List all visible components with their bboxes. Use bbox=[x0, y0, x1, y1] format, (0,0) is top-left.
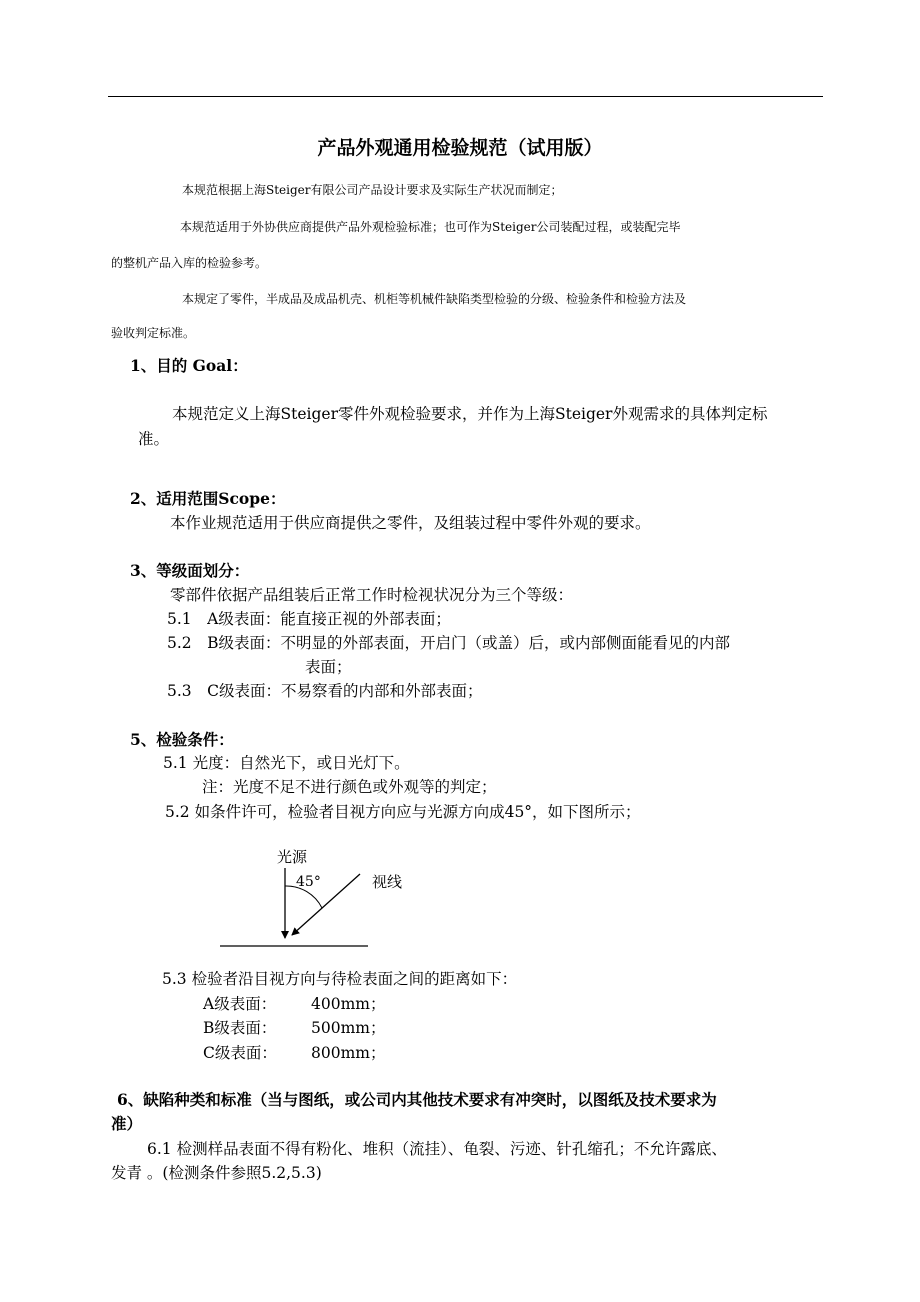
distance-intro: 5.3 检验者沿目视方向与待检表面之间的距离如下： bbox=[162, 970, 518, 988]
distance-a-value: 400mm； bbox=[311, 995, 386, 1013]
section-grades-heading: 3、等级面划分： bbox=[130, 561, 250, 580]
intro-line-3: 的整机产品入库的检验参考。 bbox=[111, 256, 268, 270]
section-goal-line-1: 本规范定义上海Steiger零件外观检验要求，并作为上海Steiger外观需求的具体判定标 bbox=[172, 405, 768, 423]
section-defects-heading-cont: 准） bbox=[111, 1114, 143, 1133]
document-title: 产品外观通用检验规范（试用版） bbox=[317, 137, 603, 159]
viewing-angle-diagram bbox=[210, 842, 403, 952]
defects-line-2: 发青 。(检测条件参照5.2,5.3) bbox=[111, 1164, 322, 1182]
section-defects-heading: 6、缺陷种类和标准（当与图纸，或公司内其他技术要求有冲突时，以图纸及技术要求为 bbox=[117, 1090, 717, 1109]
intro-line-4: 本规定了零件，半成品及成品机壳、机柜等机械件缺陷类型检验的分级、检验条件和检验方法及 bbox=[182, 292, 687, 306]
defects-line-1: 6.1 检测样品表面不得有粉化、堆积（流挂）、龟裂、污迹、针孔缩孔；不允许露底、 bbox=[147, 1140, 727, 1158]
section-scope-heading: 2、适用范围Scope： bbox=[130, 489, 286, 508]
distance-c-grade: C级表面： bbox=[203, 1044, 277, 1062]
condition-note: 注：光度不足不进行颜色或外观等的判定； bbox=[202, 778, 497, 796]
intro-line-2: 本规范适用于外协供应商提供产品外观检验标准；也可作为Steiger公司装配过程，或装配完毕 bbox=[180, 220, 681, 234]
header-rule bbox=[108, 96, 823, 97]
section-scope-line-1: 本作业规范适用于供应商提供之零件，及组装过程中零件外观的要求。 bbox=[170, 514, 651, 532]
grade-a-item: 5.1 A级表面：能直接正视的外部表面； bbox=[167, 610, 451, 628]
section-goal-line-2: 准。 bbox=[138, 430, 170, 448]
grades-intro: 零部件依据产品组装后正常工作时检视状况分为三个等级： bbox=[170, 586, 574, 604]
grade-c-item: 5.3 C级表面：不易察看的内部和外部表面； bbox=[167, 682, 483, 700]
light-source-label: 光源 bbox=[277, 848, 308, 866]
intro-line-5: 验收判定标准。 bbox=[111, 326, 196, 340]
section-goal-heading: 1、目的 Goal： bbox=[130, 356, 248, 375]
distance-c-value: 800mm； bbox=[311, 1044, 386, 1062]
distance-b-value: 500mm； bbox=[311, 1019, 386, 1037]
grade-b-item: 5.2 B级表面：不明显的外部表面，开启门（或盖）后，或内部侧面能看见的内部 bbox=[167, 634, 731, 652]
distance-b-grade: B级表面： bbox=[203, 1019, 277, 1037]
sight-line-label: 视线 bbox=[372, 873, 403, 891]
condition-angle: 5.2 如条件许可，检验者目视方向应与光源方向成45°，如下图所示； bbox=[165, 803, 641, 821]
intro-line-1: 本规范根据上海Steiger有限公司产品设计要求及实际生产状况而制定； bbox=[182, 183, 563, 197]
section-conditions-heading: 5、检验条件： bbox=[130, 730, 234, 749]
condition-light: 5.1 光度：自然光下，或日光灯下。 bbox=[163, 754, 410, 772]
distance-a-grade: A级表面： bbox=[203, 995, 277, 1013]
grade-b-item-cont: 表面； bbox=[305, 658, 352, 676]
angle-label: 45° bbox=[296, 874, 321, 890]
